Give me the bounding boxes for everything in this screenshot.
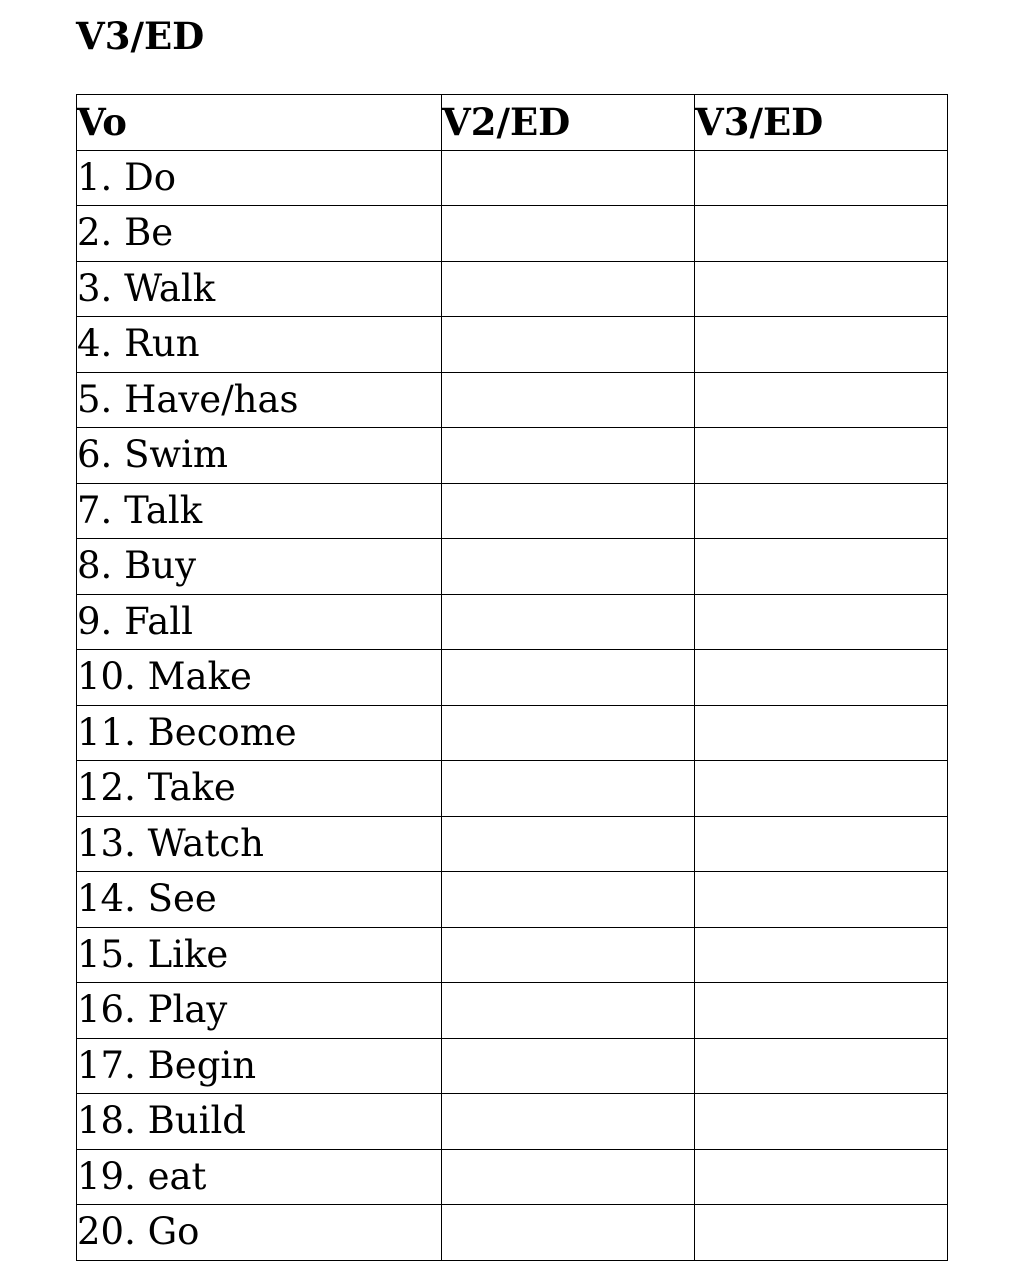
table-row	[77, 483, 948, 539]
table-row	[77, 1038, 948, 1094]
table-row	[77, 206, 948, 262]
column-header-vo: Vo	[77, 95, 442, 151]
v2-answer-cell[interactable]	[442, 1205, 695, 1261]
table-row	[77, 539, 948, 595]
base-verb-cell: 10. Make	[77, 650, 442, 706]
verb-forms-table	[76, 94, 948, 1261]
table-row	[77, 983, 948, 1039]
v2-answer-cell[interactable]	[442, 872, 695, 928]
v2-answer-cell[interactable]	[442, 206, 695, 262]
v3-answer-cell[interactable]	[695, 983, 948, 1039]
base-verb-cell: 2. Be	[77, 206, 442, 262]
base-verb-cell: 14. See	[77, 872, 442, 928]
v2-answer-cell[interactable]	[442, 150, 695, 206]
base-verb-cell: 7. Talk	[77, 483, 442, 539]
table-row	[77, 927, 948, 983]
v3-answer-cell[interactable]	[695, 1205, 948, 1261]
v3-answer-cell[interactable]	[695, 206, 948, 262]
v3-answer-cell[interactable]	[695, 594, 948, 650]
table-row	[77, 1149, 948, 1205]
v3-answer-cell[interactable]	[695, 872, 948, 928]
v2-answer-cell[interactable]	[442, 1149, 695, 1205]
v3-answer-cell[interactable]	[695, 705, 948, 761]
v2-answer-cell[interactable]	[442, 927, 695, 983]
base-verb-cell: 17. Begin	[77, 1038, 442, 1094]
v2-answer-cell[interactable]	[442, 761, 695, 817]
table-row	[77, 650, 948, 706]
table-row	[77, 428, 948, 484]
v2-answer-cell[interactable]	[442, 539, 695, 595]
v2-answer-cell[interactable]	[442, 650, 695, 706]
base-verb-cell: 18. Build	[77, 1094, 442, 1150]
page-title: V3/ED	[76, 14, 205, 58]
v3-answer-cell[interactable]	[695, 761, 948, 817]
table-row	[77, 1094, 948, 1150]
v3-answer-cell[interactable]	[695, 1149, 948, 1205]
v3-answer-cell[interactable]	[695, 927, 948, 983]
column-header-v3: V3/ED	[695, 95, 948, 151]
table-row	[77, 816, 948, 872]
v3-answer-cell[interactable]	[695, 317, 948, 373]
v2-answer-cell[interactable]	[442, 983, 695, 1039]
base-verb-cell: 11. Become	[77, 705, 442, 761]
v3-answer-cell[interactable]	[695, 428, 948, 484]
table-row	[77, 1205, 948, 1261]
v2-answer-cell[interactable]	[442, 594, 695, 650]
base-verb-cell: 20. Go	[77, 1205, 442, 1261]
base-verb-cell: 12. Take	[77, 761, 442, 817]
table-row	[77, 705, 948, 761]
table-row	[77, 594, 948, 650]
v3-answer-cell[interactable]	[695, 816, 948, 872]
v3-answer-cell[interactable]	[695, 261, 948, 317]
table-body	[77, 150, 948, 1260]
v2-answer-cell[interactable]	[442, 816, 695, 872]
v2-answer-cell[interactable]	[442, 317, 695, 373]
table-header-row	[77, 95, 948, 151]
base-verb-cell: 3. Walk	[77, 261, 442, 317]
base-verb-cell: 16. Play	[77, 983, 442, 1039]
v3-answer-cell[interactable]	[695, 372, 948, 428]
v3-answer-cell[interactable]	[695, 650, 948, 706]
v3-answer-cell[interactable]	[695, 483, 948, 539]
base-verb-cell: 15. Like	[77, 927, 442, 983]
base-verb-cell: 6. Swim	[77, 428, 442, 484]
v2-answer-cell[interactable]	[442, 483, 695, 539]
v2-answer-cell[interactable]	[442, 1038, 695, 1094]
base-verb-cell: 4. Run	[77, 317, 442, 373]
v2-answer-cell[interactable]	[442, 261, 695, 317]
table-row	[77, 761, 948, 817]
table-row	[77, 150, 948, 206]
column-header-v2: V2/ED	[442, 95, 695, 151]
v2-answer-cell[interactable]	[442, 372, 695, 428]
table-row	[77, 261, 948, 317]
v2-answer-cell[interactable]	[442, 428, 695, 484]
v3-answer-cell[interactable]	[695, 1094, 948, 1150]
base-verb-cell: 5. Have/has	[77, 372, 442, 428]
v3-answer-cell[interactable]	[695, 539, 948, 595]
base-verb-cell: 8. Buy	[77, 539, 442, 595]
base-verb-cell: 19. eat	[77, 1149, 442, 1205]
v3-answer-cell[interactable]	[695, 150, 948, 206]
table-row	[77, 372, 948, 428]
table-row	[77, 317, 948, 373]
table-row	[77, 872, 948, 928]
v2-answer-cell[interactable]	[442, 1094, 695, 1150]
v3-answer-cell[interactable]	[695, 1038, 948, 1094]
base-verb-cell: 9. Fall	[77, 594, 442, 650]
base-verb-cell: 13. Watch	[77, 816, 442, 872]
base-verb-cell: 1. Do	[77, 150, 442, 206]
v2-answer-cell[interactable]	[442, 705, 695, 761]
